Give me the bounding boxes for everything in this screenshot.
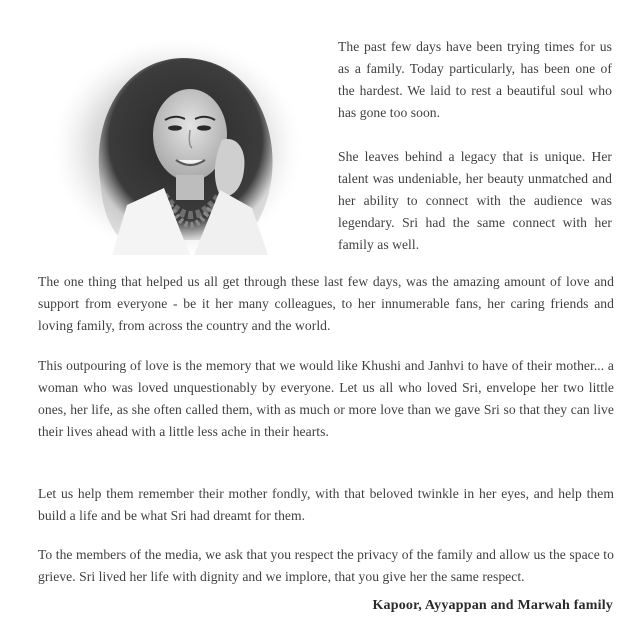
portrait-image bbox=[52, 30, 302, 255]
paragraph-6: To the members of the media, we ask that you respect the privacy of the family and allow us the space to grieve. Sri lived her life with dignity and we implore, that you give her the same respect. bbox=[38, 547, 614, 584]
paragraph-1: The past few days have been trying times for us as a family. Today particularly, has been one of the hardest. We laid to rest a beautiful soul who has gone too soon. bbox=[338, 39, 612, 120]
signature: Kapoor, Ayyappan and Marwah family bbox=[372, 598, 613, 613]
paragraph-5: Let us help them remember their mother fondly, with that beloved twinkle in her eyes, and help them build a life and be what Sri had dreamt for them. bbox=[38, 486, 614, 523]
paragraph-3: The one thing that helped us all get through these last few days, was the amazing amount of love and support from everyone - be it her many colleagues, to her innumerable fans, her caring friends and loving family, from across the country and the world. bbox=[38, 274, 614, 333]
intro-column bbox=[338, 36, 612, 256]
paragraph-4: This outpouring of love is the memory that we would like Khushi and Janhvi to have of their mother... a woman who was loved unquestionably by everyone. Let us all who loved Sri, envelope her two little ones, her life, as she often called them, with as much or more love than we gave Sri so that they can live their lives ahead with a little less ache in their hearts. bbox=[38, 358, 614, 439]
portrait-illustration-icon bbox=[52, 30, 302, 255]
paragraph-2: She leaves behind a legacy that is unique. Her talent was undeniable, her beauty unmatched and her ability to connect with the audience was legendary. Sri had the same connect with her family as well. bbox=[338, 149, 612, 252]
